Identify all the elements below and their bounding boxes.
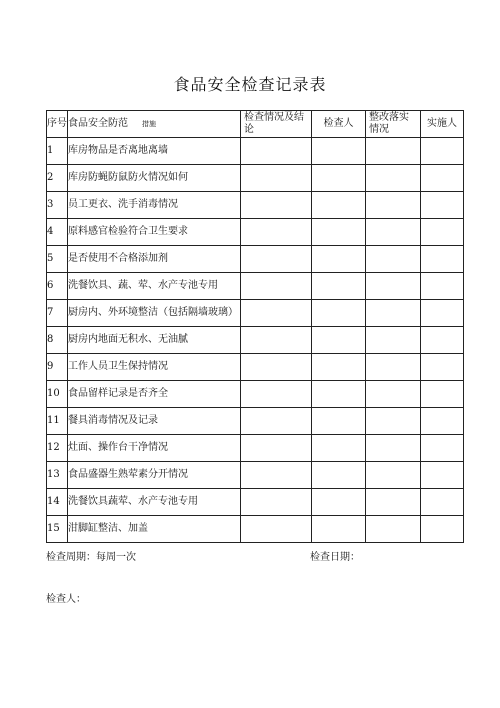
- rectify-cell[interactable]: [366, 408, 421, 435]
- table-row: [47, 300, 464, 327]
- rectify-cell[interactable]: [366, 219, 421, 246]
- implementer-cell[interactable]: [421, 138, 464, 165]
- inspector-cell[interactable]: [312, 381, 366, 408]
- rectify-cell[interactable]: [366, 381, 421, 408]
- header-item: [68, 111, 241, 138]
- implementer-cell[interactable]: [421, 354, 464, 381]
- implementer-cell[interactable]: [421, 192, 464, 219]
- row-number: 9: [47, 354, 68, 381]
- implementer-cell[interactable]: [421, 327, 464, 354]
- inspector-cell[interactable]: [312, 489, 366, 516]
- rectify-cell[interactable]: [366, 516, 421, 543]
- row-number: 7: [47, 300, 68, 327]
- page-title: 食品安全检查记录表: [173, 75, 327, 94]
- row-number: 12: [47, 435, 68, 462]
- implementer-cell[interactable]: [421, 489, 464, 516]
- rectify-cell[interactable]: [366, 192, 421, 219]
- implementer-cell[interactable]: [421, 381, 464, 408]
- row-number: 4: [47, 219, 68, 246]
- rectify-cell[interactable]: [366, 300, 421, 327]
- row-number: 10: [47, 381, 68, 408]
- result-cell[interactable]: [241, 138, 312, 165]
- table-row: [47, 435, 464, 462]
- inspection-record-table: [46, 110, 464, 543]
- result-cell[interactable]: [241, 381, 312, 408]
- row-number: 3: [47, 192, 68, 219]
- row-number: 11: [47, 408, 68, 435]
- row-number: 15: [47, 516, 68, 543]
- table-row: [47, 354, 464, 381]
- header-result: [241, 111, 312, 138]
- header-item-label: 食品安全防范: [68, 118, 128, 129]
- header-inspector: 检查人: [312, 111, 366, 138]
- inspector-signature: 检查人：: [46, 594, 86, 605]
- inspector-cell[interactable]: [312, 138, 366, 165]
- row-item: 食品留样记录是否齐全: [68, 381, 241, 408]
- table-row: [47, 138, 464, 165]
- row-item: 库房防蝇防鼠防火情况如何: [68, 165, 241, 192]
- table-row: [47, 408, 464, 435]
- rectify-cell[interactable]: [366, 246, 421, 273]
- rectify-cell[interactable]: [366, 165, 421, 192]
- row-item: 员工更衣、洗手消毒情况: [68, 192, 241, 219]
- inspector-cell[interactable]: [312, 408, 366, 435]
- implementer-cell[interactable]: [421, 516, 464, 543]
- table-header-row: [47, 111, 464, 138]
- result-cell[interactable]: [241, 516, 312, 543]
- table-row: [47, 219, 464, 246]
- result-cell[interactable]: [241, 462, 312, 489]
- inspector-cell[interactable]: [312, 300, 366, 327]
- header-rectify-label: 整改落实情况: [369, 112, 409, 135]
- inspector-cell[interactable]: [312, 219, 366, 246]
- row-number: 1: [47, 138, 68, 165]
- inspector-cell[interactable]: [312, 165, 366, 192]
- inspector-cell[interactable]: [312, 435, 366, 462]
- row-number: 6: [47, 273, 68, 300]
- inspection-cycle: 检查周期：每周一次: [46, 552, 136, 563]
- row-item: 库房物品是否离地离墙: [68, 138, 241, 165]
- inspector-cell[interactable]: [312, 462, 366, 489]
- table-row: [47, 381, 464, 408]
- implementer-cell[interactable]: [421, 462, 464, 489]
- result-cell[interactable]: [241, 327, 312, 354]
- table-row: [47, 327, 464, 354]
- header-result-label: 检查情况及结论: [244, 112, 304, 135]
- header-no: 序号: [47, 111, 68, 138]
- rectify-cell[interactable]: [366, 354, 421, 381]
- rectify-cell[interactable]: [366, 327, 421, 354]
- header-implementer: 实施人: [421, 111, 464, 138]
- table-row: [47, 516, 464, 543]
- row-number: 5: [47, 246, 68, 273]
- table-row: [47, 462, 464, 489]
- row-item: 洗餐饮具、蔬、荤、水产专池专用: [68, 273, 241, 300]
- implementer-cell[interactable]: [421, 273, 464, 300]
- row-item: 厨房内地面无积水、无油腻: [68, 327, 241, 354]
- rectify-cell[interactable]: [366, 489, 421, 516]
- result-cell[interactable]: [241, 192, 312, 219]
- row-item: 是否使用不合格添加剂: [68, 246, 241, 273]
- row-item: 洗餐饮具蔬荤、水产专池专用: [68, 489, 241, 516]
- table-row: [47, 489, 464, 516]
- result-cell[interactable]: [241, 273, 312, 300]
- row-number: 2: [47, 165, 68, 192]
- table-row: [47, 273, 464, 300]
- table-row: [47, 192, 464, 219]
- row-item: 食品盛器生熟荤素分开情况: [68, 462, 241, 489]
- result-cell[interactable]: [241, 489, 312, 516]
- inspector-cell[interactable]: [312, 246, 366, 273]
- row-item: 工作人员卫生保持情况: [68, 354, 241, 381]
- result-cell[interactable]: [241, 165, 312, 192]
- row-item: 餐具消毒情况及记录: [68, 408, 241, 435]
- header-measures-label: 措施: [142, 120, 156, 128]
- rectify-cell[interactable]: [366, 435, 421, 462]
- result-cell[interactable]: [241, 354, 312, 381]
- rectify-cell[interactable]: [366, 273, 421, 300]
- rectify-cell[interactable]: [366, 462, 421, 489]
- inspector-cell[interactable]: [312, 516, 366, 543]
- result-cell[interactable]: [241, 408, 312, 435]
- implementer-cell[interactable]: [421, 246, 464, 273]
- implementer-cell[interactable]: [421, 165, 464, 192]
- inspector-cell[interactable]: [312, 192, 366, 219]
- inspector-cell[interactable]: [312, 327, 366, 354]
- rectify-cell[interactable]: [366, 138, 421, 165]
- row-number: 8: [47, 327, 68, 354]
- header-rectify: [366, 111, 421, 138]
- implementer-cell[interactable]: [421, 219, 464, 246]
- row-item: 原料感官检验符合卫生要求: [68, 219, 241, 246]
- table-row: [47, 165, 464, 192]
- implementer-cell[interactable]: [421, 300, 464, 327]
- inspector-cell[interactable]: [312, 273, 366, 300]
- row-item: 泔脚缸整洁、加盖: [68, 516, 241, 543]
- result-cell[interactable]: [241, 219, 312, 246]
- table-row: [47, 246, 464, 273]
- inspection-date: 检查日期：: [310, 552, 360, 563]
- result-cell[interactable]: [241, 246, 312, 273]
- row-item: 厨房内、外环境整洁（包括隔墙玻璃）: [68, 300, 241, 327]
- implementer-cell[interactable]: [421, 435, 464, 462]
- implementer-cell[interactable]: [421, 408, 464, 435]
- row-number: 13: [47, 462, 68, 489]
- result-cell[interactable]: [241, 435, 312, 462]
- result-cell[interactable]: [241, 300, 312, 327]
- row-number: 14: [47, 489, 68, 516]
- row-item: 灶面、操作台干净情况: [68, 435, 241, 462]
- inspector-cell[interactable]: [312, 354, 366, 381]
